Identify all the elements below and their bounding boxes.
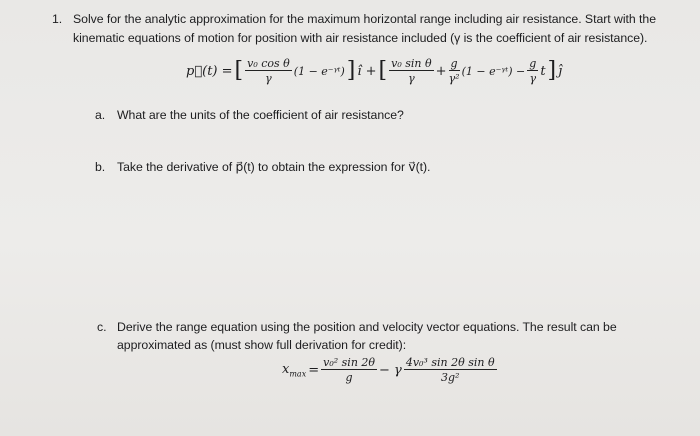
fraction-v0sin-over-gamma: $\frac{\text{v₀ sin θ}}{\gamma}$ — [391, 57, 432, 85]
bracket-close-1: ] — [346, 58, 356, 83]
bracket-open-2: [ — [378, 58, 388, 83]
fraction-4v0cube-over-3g2: $\frac{\text{4v₀³ sin 2θ sin θ}}{\text{3g²}}$ — [405, 356, 495, 384]
bracket-close-2: ] — [547, 58, 557, 83]
range-lhs: $x_{max}$ — [282, 361, 307, 379]
problem-intro-line-2: kinematic equations of motion for position with air resistance included (γ is the coefficient of air resistance). — [73, 31, 648, 45]
minus-gamma: − γ — [379, 362, 402, 378]
position-equation — [186, 58, 562, 84]
i-hat: î + — [357, 63, 377, 79]
fraction-g-over-gamma: $\frac{g}{\gamma}$ — [529, 57, 537, 85]
part-c-question-line-2: approximated as (must show full derivation for credit): — [117, 338, 407, 352]
part-c-label: c. — [97, 320, 107, 334]
range-equation — [282, 357, 497, 383]
position-lhs: p⃗(t) = — [186, 63, 233, 79]
fraction-v0sq-sin2theta-over-g: $\frac{\text{v₀² sin 2θ}}{g}$ — [323, 356, 376, 384]
problem-intro-line-1: Solve for the analytic approximation for the maximum horizontal range including air resistance. Start with the — [73, 12, 656, 26]
part-a-label: a. — [95, 108, 106, 122]
problem-number: 1. — [52, 12, 63, 26]
part-b-question: Take the derivative of p⃗(t) to obtain the expression for v⃗(t). — [117, 160, 431, 174]
part-b-label: b. — [95, 160, 106, 174]
time-variable: t — [540, 63, 546, 79]
bracket-open-1: [ — [234, 58, 244, 83]
fraction-g-over-gamma-squared: $\frac{g}{\text{γ²}}$ — [448, 57, 460, 85]
exp-term-2: (1 − e⁻ᵞᵗ) − — [461, 64, 526, 78]
j-hat: ĵ — [558, 63, 563, 79]
part-a-question: What are the units of the coefficient of air resistance? — [117, 108, 404, 122]
part-c-question-line-1: Derive the range equation using the position and velocity vector equations. The result can be — [117, 320, 617, 334]
equals-sign: = — [308, 362, 320, 378]
plus-sign: + — [435, 63, 447, 79]
fraction-v0cos-over-gamma: $\frac{\text{v₀ cos θ}}{\gamma}$ — [247, 57, 290, 85]
exp-term-1: (1 − e⁻ᵞᵗ) — [293, 64, 345, 78]
